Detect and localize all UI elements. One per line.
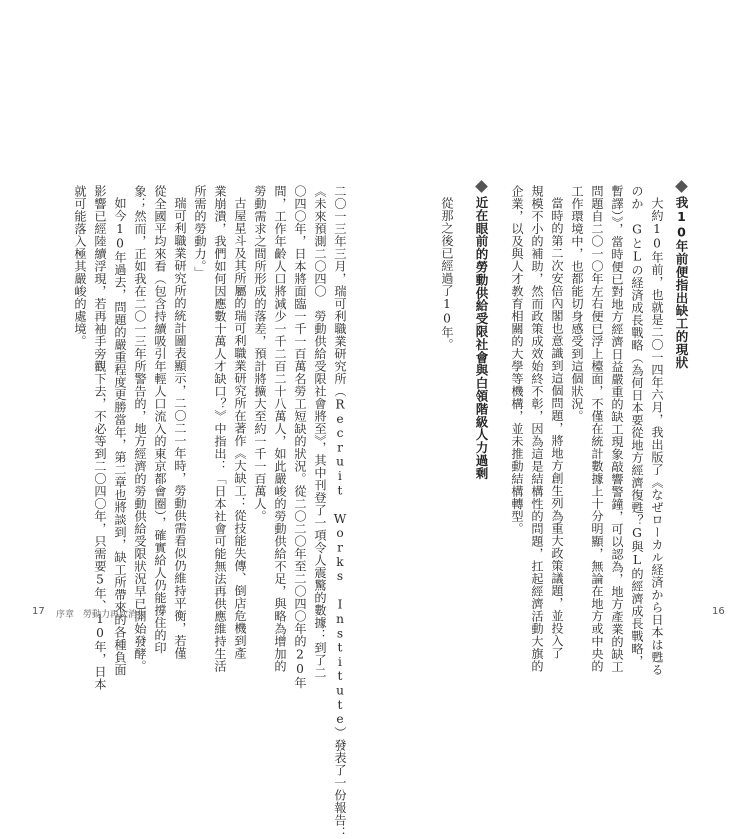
- body-line: 影響已經陸續浮現，若再袖手旁觀下去，不必等到二〇四〇年，只需要5年、10年，日本: [93, 185, 107, 691]
- section-heading-1-text: 我10年前便指出缺工的現狀: [674, 196, 689, 369]
- body-line: のか GとLの経済成長戰略（為何日本要從地方經濟復甦？G與L的經濟成長戰略，: [630, 185, 644, 668]
- body-line: 就可能落入極其嚴峻的處境。: [73, 185, 87, 348]
- body-line: 從全國平均來看（包含持續吸引年輕人口流入的東京都會圈），確實給人仍能撐住的印: [153, 185, 167, 654]
- section-heading-1: [672, 180, 690, 369]
- section-heading-2: [472, 180, 490, 480]
- body-line: 從那之後已經過了10年。: [440, 197, 454, 351]
- body-line: 當時的第二次安倍內閣也意識到這個問題，將地方創生列為重大政策議題，並投入了: [550, 197, 564, 660]
- body-line: 如今10年過去，問題的嚴重程度更勝當年，第二章也將談到，缺工所帶來的各種負面: [113, 197, 127, 676]
- body-line: 大約10年前，也就是二〇一四年六月，我出版了《なぜローカル経済から日本は甦る: [650, 197, 664, 676]
- diamond-bullet-icon: [675, 180, 688, 193]
- body-line: 間，工作年齡人口將減少一千二百二十八萬人，如此嚴峻的勞動供給不足，與略為增加的: [273, 185, 287, 673]
- body-line: 暫譯）》，當時便已對地方經濟日益嚴重的缺工現象敲響警鐘，可以認為，地方產業的缺工: [610, 185, 624, 673]
- body-line: 二〇一三年三月，瑞可利職業研究所（Recruit Works Institute）發表了一份報告：: [333, 185, 347, 839]
- body-line: 工作環境中，也都能切身感受到這個狀況。: [570, 185, 584, 423]
- body-line: 《未來預測二〇四〇 勞動供給受限社會將至》，其中刊登了一項令人震驚的數據：到了二: [313, 185, 327, 679]
- body-line: 所需的勞動力。」: [193, 185, 207, 279]
- running-head: 序章 勞動力再次消失: [56, 610, 147, 620]
- body-line: 象；然而，正如我在二〇一三年所警告的，地方經濟的勞動供給受限狀況早已開始發酵。: [133, 185, 147, 673]
- body-line: 企業，以及與人才教育相關的大學等機構，並未推動結構轉型。: [510, 185, 524, 535]
- page-number-right: 16: [712, 606, 725, 617]
- body-line: 古屋星斗及其所屬的瑞可利職業研究所在著作《大缺工：從技能失傳、倒店危機到產: [233, 197, 247, 660]
- body-line: 瑞可利職業研究所的統計圖表顯示，二〇二一年時，勞動供需看似仍維持平衡，若僅: [173, 197, 187, 660]
- section-heading-2-text: 近在眼前的勞動供給受限社會與白領階級人力過剩: [474, 196, 489, 480]
- body-line: 〇四〇年，日本將面臨一千一百萬名勞工短缺的狀況。從二〇二〇年至二〇四〇年的20年: [293, 185, 307, 689]
- body-line: 業崩潰，我們如何因應數十萬人才缺口？》中指出：「日本社會可能無法再供應維持生活: [213, 185, 227, 673]
- page-number-left: 17: [32, 606, 45, 617]
- body-line: 問題自二〇一〇年左右便已浮上檯面，不僅在統計數據上十分明顯，無論在地方或中央的: [590, 185, 604, 673]
- body-line: 規模不小的補助，然而政策成效始終不彰，因為這是結構性的問題，扛起經濟活動大旗的: [530, 185, 544, 673]
- diamond-bullet-icon: [475, 180, 488, 193]
- body-line: 勞動需求之間所形成的落差，預計將擴大至約一千一百萬人。: [253, 185, 267, 523]
